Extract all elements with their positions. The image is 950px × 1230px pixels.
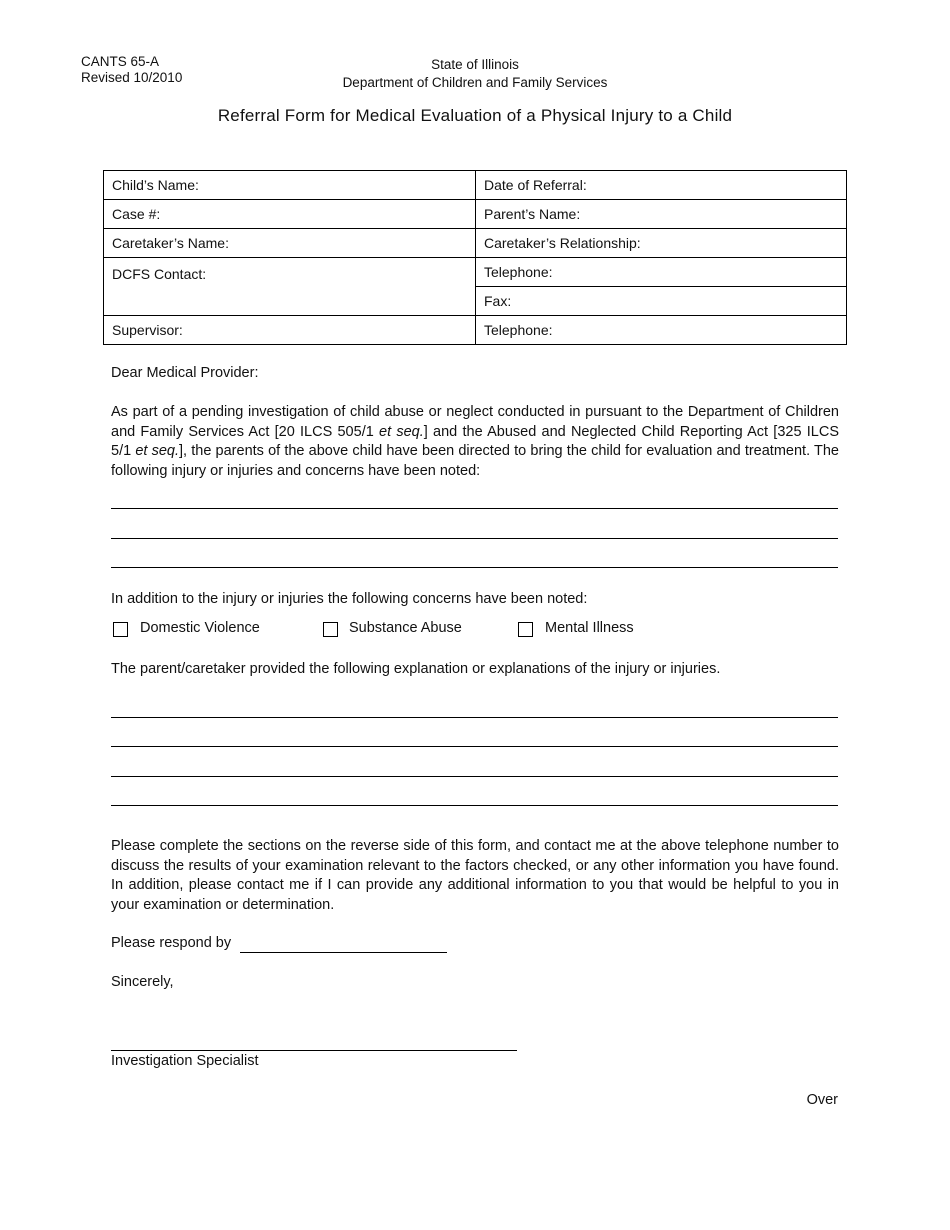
respond-by-date-line[interactable]	[240, 952, 447, 953]
sincerely: Sincerely,	[111, 974, 174, 990]
injury-line-1[interactable]	[111, 508, 838, 509]
caretakers-name-field[interactable]	[104, 229, 476, 258]
parents-name-field[interactable]	[476, 200, 847, 229]
childs-name-field[interactable]	[104, 171, 476, 200]
contact-telephone-field[interactable]	[476, 258, 847, 287]
dcfs-contact-label: DCFS Contact:	[112, 266, 207, 282]
signature-title: Investigation Specialist	[111, 1053, 259, 1069]
explanation-line-3[interactable]	[111, 776, 838, 777]
signature-line[interactable]	[111, 1050, 517, 1051]
caretakers-name-label: Caretaker’s Name:	[112, 235, 229, 251]
injury-line-3[interactable]	[111, 567, 838, 568]
over-label: Over	[806, 1092, 838, 1108]
dcfs-contact-field[interactable]	[104, 258, 476, 316]
agency-header	[0, 56, 950, 92]
state-name: State of Illinois	[431, 57, 519, 72]
fax-field[interactable]	[476, 287, 847, 316]
explanation-line-4[interactable]	[111, 805, 838, 806]
caretakers-relationship-field[interactable]	[476, 229, 847, 258]
contact-telephone-label: Telephone:	[484, 264, 553, 280]
case-number-label: Case #:	[112, 206, 161, 222]
childs-name-label: Child’s Name:	[112, 177, 199, 193]
referral-info-table	[103, 170, 847, 345]
injury-line-2[interactable]	[111, 538, 838, 539]
intro-text-2: ] and the Abused and Neglected Child Reporting Act [325 ILCS 5/1	[111, 423, 839, 460]
department-name: Department of Children and Family Services	[342, 75, 608, 90]
substance-abuse-checkbox[interactable]	[323, 622, 338, 637]
intro-paragraph	[111, 403, 839, 481]
intro-text-3: ], the parents of the above child have been directed to bring the child for evaluation and treatment. The following injury or injuries and concerns have been noted:	[111, 443, 839, 479]
date-of-referral-field[interactable]	[476, 171, 847, 200]
et-seq-1: et seq.	[379, 423, 424, 440]
substance-abuse-label: Substance Abuse	[349, 620, 462, 636]
explanation-intro: The parent/caretaker provided the following explanation or explanations of the injury or injuries.	[111, 661, 721, 677]
respond-by-label: Please respond by	[111, 935, 232, 951]
date-of-referral-label: Date of Referral:	[484, 177, 587, 193]
intro-text-1: As part of a pending investigation of child abuse or neglect conducted in pursuant to the Department of Children and Family Services Act [20 ILCS 505/1	[111, 404, 839, 440]
form-id: CANTS 65-A	[81, 54, 160, 69]
form-title: Referral Form for Medical Evaluation of a Physical Injury to a Child	[217, 106, 733, 125]
concerns-intro: In addition to the injury or injuries the following concerns have been noted:	[111, 591, 588, 607]
caretakers-relationship-label: Caretaker’s Relationship:	[484, 235, 641, 251]
salutation: Dear Medical Provider:	[111, 365, 259, 381]
supervisor-telephone-field[interactable]	[476, 316, 847, 345]
domestic-violence-label: Domestic Violence	[140, 620, 260, 636]
mental-illness-label: Mental Illness	[545, 620, 634, 636]
domestic-violence-checkbox[interactable]	[113, 622, 128, 637]
closing-paragraph: Please complete the sections on the reverse side of this form, and contact me at the above telephone number to discuss the results of your examination relevant to the factors checked, or any other information you have found. In addition, please contact me if I can provide any additional information to you that would be helpful to you in your examination or determination.	[111, 838, 839, 913]
fax-label: Fax:	[484, 293, 512, 309]
supervisor-telephone-label: Telephone:	[484, 322, 553, 338]
supervisor-label: Supervisor:	[112, 322, 183, 338]
supervisor-field[interactable]	[104, 316, 476, 345]
revised-date: Revised 10/2010	[81, 70, 183, 85]
explanation-line-1[interactable]	[111, 717, 838, 718]
mental-illness-checkbox[interactable]	[518, 622, 533, 637]
case-number-field[interactable]	[104, 200, 476, 229]
parents-name-label: Parent’s Name:	[484, 206, 581, 222]
explanation-line-2[interactable]	[111, 746, 838, 747]
et-seq-2: et seq.	[135, 443, 179, 460]
